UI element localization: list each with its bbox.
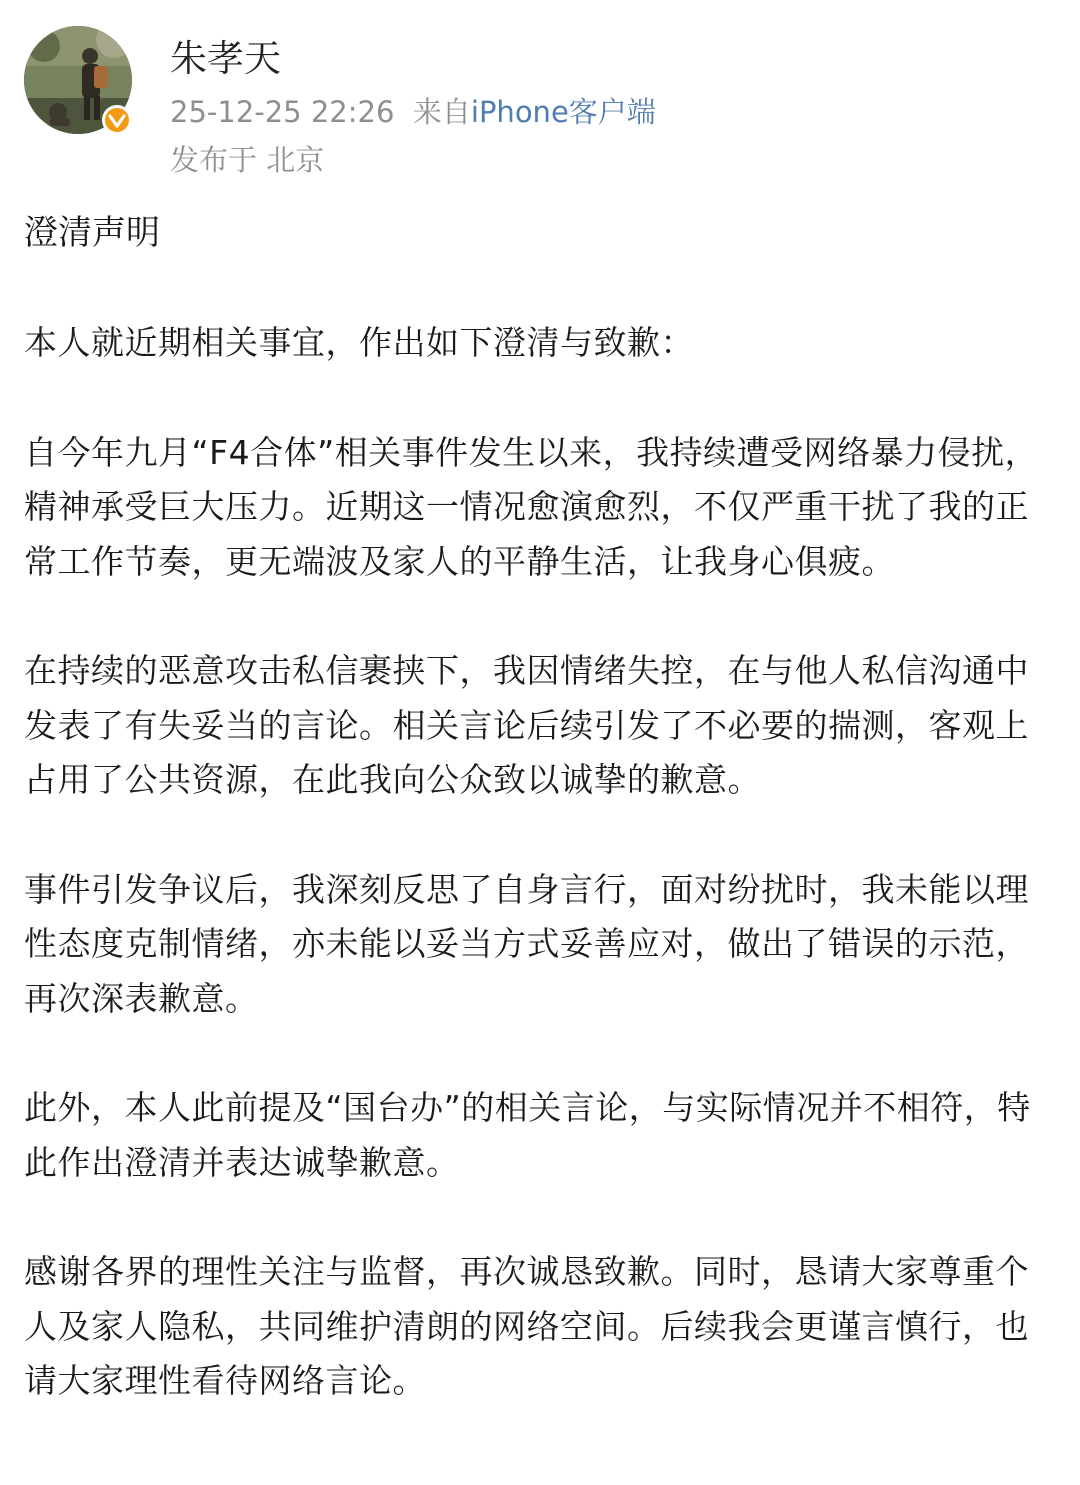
post-paragraph: 自今年九月“F4合体”相关事件发生以来，我持续遭受网络暴力侵扰，精神承受巨大压力。近期这一情况愈演愈烈，不仅严重干扰了我的正常工作节奏，更无端波及家人的平静生活，让我身心俱疲。 [24,432,1039,581]
statement-title: 澄清声明 [24,213,160,253]
post-timestamp: 25-12-25 22:26 [170,95,395,129]
post-location: 发布于 北京 [170,143,325,177]
post-header [0,0,1080,190]
post-paragraph: 事件引发争议后，我深刻反思了自身言行，面对纷扰时，我未能以理性态度克制情绪，亦未能以妥当方式妥善应对，做出了错误的示范，再次深表歉意。 [24,869,1029,1018]
post-meta [170,92,656,132]
post-paragraph: 在持续的恶意攻击私信裹挟下，我因情绪失控，在与他人私信沟通中发表了有失妥当的言论。相关言论后续引发了不必要的揣测，客观上占用了公共资源，在此我向公众致以诚挚的歉意。 [24,651,1029,799]
username[interactable]: 朱孝天 [170,37,281,80]
post-paragraph: 感谢各界的理性关注与监督，再次诚恳致歉。同时，恳请大家尊重个人及家人隐私，共同维护清朗的网络空间。后续我会更谨言慎行，也请大家理性看待网络言论。 [24,1252,1029,1400]
meta-spacer [394,95,412,129]
post-paragraph: 此外，本人此前提及“国台办”的相关言论，与实际情况并不相符，特此作出澄清并表达诚挚歉意。 [24,1088,1031,1182]
source-prefix: 来自 [412,95,471,129]
source-link[interactable]: iPhone客户端 [470,95,656,129]
post-paragraph: 本人就近期相关事宜，作出如下澄清与致歉： [24,323,694,362]
post-content [24,206,1054,1409]
verified-badge-icon [102,105,132,135]
